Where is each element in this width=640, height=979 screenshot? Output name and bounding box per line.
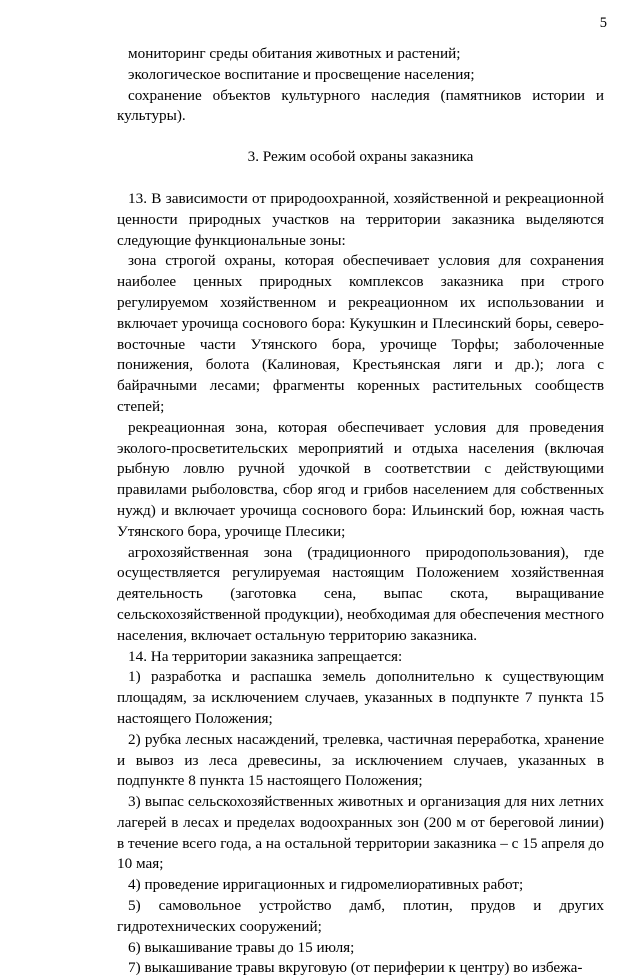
list-item-education: экологическое воспитание и просвещение населения;: [128, 65, 475, 83]
list-item-monitoring: мониторинг среды обитания животных и растений;: [128, 45, 461, 62]
page-number: 5: [599, 15, 607, 31]
paragraph-14: 14. На территории заказника запрещается:: [128, 647, 403, 665]
list-item-heritage: сохранение объектов культурного наследия (памятников истории и культуры).: [117, 86, 604, 125]
prohibition-item-2: 2) рубка лесных насаждений, трелевка, частичная переработка, хранение и вывоз из леса древесины, за исключением случаев, указанных в подпункте 8 пункта 15 настоящего Положения;: [117, 730, 604, 790]
paragraph-13: 13. В зависимости от природоохранной, хозяйственной и рекреационной ценности природных участков на территории заказника выделяются следующие функциональные зоны:: [117, 189, 604, 249]
section-heading: 3. Режим особой охраны заказника: [247, 148, 474, 166]
prohibition-item-3: 3) выпас сельскохозяйственных животных и организация для них летних лагерей в лесах и пределах водоохранных зон (200 м от береговой линии) в течение всего года, а на остальной территории заказника – с 15 апреля до 10 мая;: [117, 793, 604, 873]
prohibition-item-1: 1) разработка и распашка земель дополнительно к существующим площадям, за исключением случаев, указанных в подпункте 7 пункта 15 настоящего Положения;: [117, 668, 604, 727]
prohibition-item-4: 4) проведение ирригационных и гидромелиоративных работ;: [128, 876, 524, 894]
zone-strict-protection: зона строгой охраны, которая обеспечивает условия для сохранения наиболее ценных природных комплексов заказника при строго регулируемом хозяйственном и рекреационном их использовании и включает урочища соснового бора: Кукушкин и Плесинский боры, северо-восточные части Утянского бора, урочище Торфы; заболоченные понижения, болота (Калиновая, Крестьянская ляги и др.); лога с байрачными лесами; фрагменты коренных растительных сообществ степей;: [117, 252, 604, 415]
document-body: [117, 44, 604, 979]
zone-agricultural: агрохозяйственная зона (традиционного природопользования), где осуществляется регулируемая настоящим Положением хозяйственная деятельность (заготовка сена, выпас скота, выращивание сельскохозяйственной продукции), необходимая для обеспечения местного населения, включает остальную территорию заказника.: [117, 543, 604, 644]
prohibition-item-7: 7) выкашивание травы вкруговую (от периферии к центру) во избежа-: [128, 959, 583, 977]
prohibition-item-6: 6) выкашивание травы до 15 июля;: [128, 938, 355, 956]
prohibition-item-5: 5) самовольное устройство дамб, плотин, прудов и других гидротехнических сооружений;: [117, 897, 604, 935]
zone-recreational: рекреационная зона, которая обеспечивает условия для проведения эколого-просветительских мероприятий и отдыха населения (включая рыбную ловлю ручной удочкой в соответствии с действующими правилами рыболовства, сбор ягод и грибов населением для собственных нужд) и включает урочища соснового бора: Ильинский бор, южная часть Утянского бора, урочище Плесики;: [117, 418, 604, 540]
